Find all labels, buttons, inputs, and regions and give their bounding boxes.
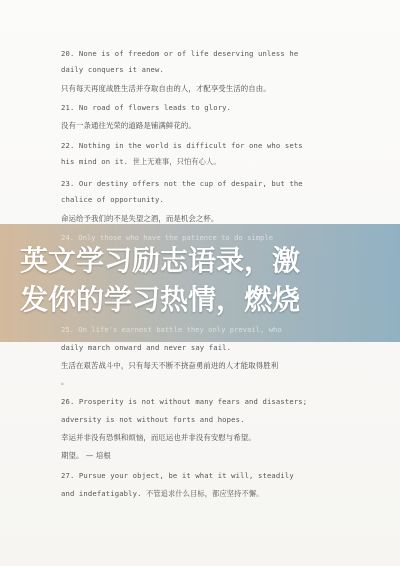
text-line: 27. Pursue your object, be it what it will, steadily — [61, 471, 294, 480]
banner-title-line-2: 发你的学习热情，燃烧 — [20, 283, 301, 316]
text-line: 22. Nothing in the world is difficult for one who sets — [61, 141, 303, 150]
text-line: 23. Our destiny offers not the cup of despair, but the — [61, 179, 303, 188]
faint-text-line: 24. Only those who have the patience to do simple — [61, 233, 274, 242]
text-line: 只有每天再度战胜生活并夺取自由的人，才配享受生活的自由。 — [61, 84, 271, 93]
text-line: chalice of opportunity. — [61, 195, 164, 204]
title-banner — [0, 224, 400, 342]
banner-title-line-1: 英文学习励志语录，激 — [20, 244, 301, 277]
text-line: his mind on it. 世上无难事，只怕有心人。 — [61, 157, 221, 166]
text-line: 21. No road of flowers leads to glory. — [61, 103, 232, 112]
text-line: 命运给予我们的不是失望之酒，而是机会之杯。 — [61, 214, 219, 223]
text-line: 20. None is of freedom or of life deserving unless he — [61, 49, 299, 58]
text-line: 幸运并非没有恐惧和烦恼，而厄运也并非没有安慰与希望。 — [61, 433, 256, 442]
text-line: 生活在艰苦战斗中，只有每天不断不挠奋勇前进的人才能取得胜利 — [61, 361, 279, 370]
text-line: 26. Prosperity is not without many fears and disasters; — [61, 397, 308, 406]
text-line: daily conquers it anew. — [61, 65, 164, 74]
text-line: 。 — [61, 377, 69, 386]
text-line: 没有一条通往光荣的道路是铺满鲜花的。 — [61, 121, 196, 130]
text-line: adversity is not without forts and hopes. — [61, 415, 245, 424]
text-line: daily march onward and never say fail. — [61, 343, 232, 352]
text-line: 期望。 — 培根 — [61, 451, 111, 460]
faint-text-line: 25. On life's earnest battle they only prevail, who — [61, 325, 282, 334]
text-line: and indefatigably. 不管追求什么目标，都应坚持不懈。 — [61, 489, 264, 498]
